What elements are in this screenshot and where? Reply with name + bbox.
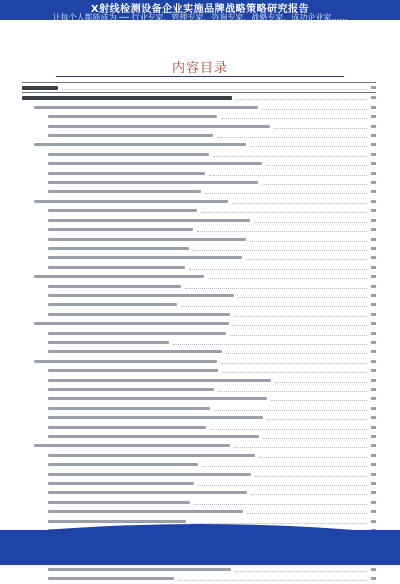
toc-entry[interactable] [22, 498, 376, 507]
toc-page-placeholder [371, 491, 376, 494]
toc-page-placeholder [371, 303, 376, 306]
toc-page-placeholder [371, 256, 376, 259]
toc-entry[interactable] [22, 357, 376, 366]
toc-entry-placeholder [48, 228, 193, 231]
toc-leader-dots [193, 250, 367, 251]
toc-entry-placeholder [48, 162, 262, 165]
toc-entry-placeholder [34, 143, 246, 146]
toc-page-placeholder [371, 369, 376, 372]
toc-title: 内容目录 [171, 61, 228, 76]
toc-entry[interactable] [22, 329, 376, 338]
toc-leader-dots [246, 259, 367, 260]
toc-page-placeholder [371, 238, 376, 241]
toc-entry-placeholder [48, 379, 271, 382]
toc-entry[interactable] [22, 169, 376, 178]
toc-entry-placeholder [48, 482, 194, 485]
toc-leader-dots [233, 325, 367, 326]
toc-entry[interactable] [22, 432, 376, 441]
toc-page-placeholder [371, 454, 376, 457]
toc-page-placeholder [371, 341, 376, 344]
toc-page-placeholder [371, 115, 376, 118]
toc-entry-placeholder [34, 275, 204, 278]
toc-entry-placeholder [48, 369, 218, 372]
toc-entry[interactable] [22, 225, 376, 234]
toc-entry-placeholder [48, 285, 181, 288]
toc-leader-dots [181, 306, 367, 307]
toc-entry[interactable] [22, 338, 376, 347]
toc-leader-dots [263, 438, 367, 439]
toc-leader-dots [267, 419, 367, 420]
toc-entry[interactable] [22, 197, 376, 206]
toc-entry[interactable] [22, 385, 376, 394]
toc-entry[interactable] [22, 347, 376, 356]
toc-leader-dots [221, 118, 367, 119]
toc-entry[interactable] [22, 300, 376, 309]
toc-leader-dots [232, 203, 367, 204]
toc-entry-placeholder [48, 190, 201, 193]
toc-page-placeholder [371, 266, 376, 269]
toc-page-placeholder [371, 397, 376, 400]
toc-page-placeholder [371, 162, 376, 165]
toc-entry[interactable] [22, 235, 376, 244]
toc-entry-placeholder [48, 247, 189, 250]
toc-page-placeholder [371, 501, 376, 504]
toc-entry-placeholder [48, 153, 209, 156]
toc-page-placeholder [371, 463, 376, 466]
toc-page-placeholder [371, 444, 376, 447]
toc-entry[interactable] [22, 282, 376, 291]
toc-entry[interactable] [22, 159, 376, 168]
toc-entry-placeholder [48, 332, 226, 335]
toc-entry[interactable] [22, 488, 376, 497]
toc-entry[interactable] [22, 206, 376, 215]
toc-entry[interactable] [22, 291, 376, 300]
toc-title-underline [56, 76, 344, 77]
toc-entry[interactable] [22, 272, 376, 281]
toc-entry-placeholder [48, 568, 231, 571]
toc-page-placeholder [371, 379, 376, 382]
toc-page-placeholder [371, 407, 376, 410]
toc-page-placeholder [371, 510, 376, 513]
toc-leader-dots [255, 476, 367, 477]
toc-entry[interactable] [22, 122, 376, 131]
toc-leader-dots [222, 372, 367, 373]
toc-page-placeholder [371, 143, 376, 146]
toc-page-placeholder [371, 350, 376, 353]
toc-leader-dots [198, 485, 367, 486]
toc-leader-dots [251, 494, 367, 495]
toc-entry[interactable] [22, 470, 376, 479]
toc-page-placeholder [371, 360, 376, 363]
toc-page-placeholder [371, 96, 376, 99]
toc-entry[interactable] [22, 131, 376, 140]
toc-entry[interactable] [22, 507, 376, 516]
toc-page-placeholder [371, 190, 376, 193]
toc-leader-dots [234, 447, 367, 448]
toc-leader-dots [271, 400, 367, 401]
toc-leader-dots [235, 571, 367, 572]
toc-entry-placeholder [48, 454, 255, 457]
toc-entry-placeholder [22, 96, 232, 100]
toc-entry-placeholder [48, 181, 258, 184]
toc-entry[interactable] [22, 319, 376, 328]
toc-leader-dots [254, 222, 367, 223]
toc-entry-placeholder [48, 219, 250, 222]
toc-entry[interactable] [22, 404, 376, 413]
toc-page-placeholder [371, 577, 376, 580]
toc-leader-dots [209, 175, 367, 176]
toc-entry-placeholder [48, 115, 217, 118]
toc-leader-dots [266, 165, 367, 166]
toc-entry-placeholder [48, 463, 198, 466]
toc-leader-dots [178, 580, 367, 581]
toc-entry[interactable] [22, 451, 376, 460]
toc-leader-dots [201, 212, 367, 213]
toc-page-placeholder [371, 247, 376, 250]
toc-entry[interactable] [22, 479, 376, 488]
toc-leader-dots [202, 466, 367, 467]
toc-leader-dots [210, 429, 367, 430]
toc-entry[interactable] [22, 150, 376, 159]
toc-leader-dots [205, 193, 367, 194]
toc-page-placeholder [371, 275, 376, 278]
toc-entry-placeholder [48, 501, 190, 504]
toc-leader-dots [214, 410, 367, 411]
toc-leader-dots [197, 231, 367, 232]
toc-entry[interactable] [22, 253, 376, 262]
toc-page-placeholder [371, 388, 376, 391]
toc-entry[interactable] [22, 376, 376, 385]
toc-entry[interactable] [22, 82, 376, 92]
toc-page-placeholder [371, 134, 376, 137]
toc-entry[interactable] [22, 310, 376, 319]
toc-leader-dots [226, 353, 367, 354]
toc-entry-placeholder [48, 397, 267, 400]
toc-leader-dots [185, 288, 367, 289]
toc-entry-placeholder [48, 303, 177, 306]
toc-leader-dots [250, 146, 367, 147]
toc-entry-placeholder [48, 125, 270, 128]
header-title: X射线检测设备企业实施品牌战略策略研究报告 [90, 4, 310, 15]
toc-leader-dots [274, 128, 367, 129]
toc-page-placeholder [371, 219, 376, 222]
toc-entry[interactable] [22, 178, 376, 187]
toc-page-placeholder [371, 172, 376, 175]
toc-entry-placeholder [48, 350, 222, 353]
toc-entry-placeholder [48, 313, 230, 316]
toc-entry[interactable] [22, 413, 376, 422]
toc-entry[interactable] [22, 187, 376, 196]
toc-entry[interactable] [22, 460, 376, 469]
toc-entries [22, 82, 376, 584]
toc-page-placeholder [371, 416, 376, 419]
toc-entry-placeholder [48, 134, 213, 137]
toc-entry[interactable] [22, 140, 376, 149]
toc-page-placeholder [371, 473, 376, 476]
toc-entry-placeholder [34, 322, 229, 325]
toc-leader-dots [213, 156, 367, 157]
toc-entry-placeholder [48, 426, 206, 429]
toc-entry-placeholder [34, 360, 217, 363]
toc-entry[interactable] [22, 441, 376, 450]
toc-leader-dots [262, 109, 367, 110]
toc-page-placeholder [371, 332, 376, 335]
toc-entry-placeholder [48, 266, 185, 269]
toc-entry[interactable] [22, 574, 376, 583]
toc-page-placeholder [371, 313, 376, 316]
toc-entry-placeholder [48, 238, 246, 241]
toc-entry[interactable] [22, 244, 376, 253]
toc-page-placeholder [371, 322, 376, 325]
toc-leader-dots [250, 241, 367, 242]
toc-entry[interactable] [22, 103, 376, 112]
toc-leader-dots [62, 89, 367, 90]
toc-page-placeholder [371, 153, 376, 156]
toc-entry-placeholder [48, 577, 174, 580]
toc-entry-placeholder [48, 172, 205, 175]
toc-entry-placeholder [22, 86, 58, 90]
toc-entry-placeholder [48, 473, 251, 476]
toc-leader-dots [259, 457, 367, 458]
toc-leader-dots [217, 137, 367, 138]
toc-entry[interactable] [22, 394, 376, 403]
toc-page-placeholder [371, 209, 376, 212]
toc-entry-placeholder [48, 435, 259, 438]
toc-leader-dots [247, 513, 367, 514]
toc-leader-dots [230, 335, 367, 336]
toc-entry[interactable] [22, 112, 376, 121]
toc-entry-placeholder [34, 200, 228, 203]
toc-page-placeholder [371, 200, 376, 203]
toc-page-placeholder [371, 106, 376, 109]
toc-page-placeholder [371, 482, 376, 485]
toc-leader-dots [173, 344, 367, 345]
toc-entry[interactable] [22, 366, 376, 375]
toc-leader-dots [194, 504, 367, 505]
toc-entry[interactable] [22, 92, 376, 102]
toc-page-placeholder [371, 285, 376, 288]
toc-entry-placeholder [48, 209, 197, 212]
toc-entry-placeholder [48, 388, 214, 391]
toc-entry-placeholder [48, 416, 263, 419]
toc-page-placeholder [371, 86, 376, 89]
toc-entry-placeholder [48, 407, 210, 410]
toc-entry-placeholder [48, 510, 243, 513]
toc-entry-placeholder [48, 491, 247, 494]
toc-entry-placeholder [48, 256, 242, 259]
toc-leader-dots [221, 363, 367, 364]
toc-page-placeholder [371, 568, 376, 571]
toc-page-placeholder [371, 426, 376, 429]
toc-page-placeholder [371, 125, 376, 128]
toc-leader-dots [189, 269, 367, 270]
toc-entry-placeholder [48, 294, 234, 297]
toc-leader-dots [218, 391, 367, 392]
toc-leader-dots [262, 184, 367, 185]
toc-entry-placeholder [48, 341, 169, 344]
toc-page-placeholder [371, 181, 376, 184]
toc-leader-dots [236, 99, 367, 100]
footer-bar [0, 530, 400, 565]
toc-leader-dots [234, 316, 367, 317]
toc-entry[interactable] [22, 423, 376, 432]
toc-entry[interactable] [22, 263, 376, 272]
toc-page-placeholder [371, 294, 376, 297]
toc-entry-placeholder [34, 106, 258, 109]
toc-leader-dots [275, 382, 367, 383]
toc-entry[interactable] [22, 565, 376, 574]
toc-page-placeholder [371, 435, 376, 438]
toc-entry-placeholder [34, 444, 230, 447]
footer-text: 让每个人都能成为 ── 行业专家、管理专家、咨询专家、战略专家、成功企业家…… [52, 13, 348, 22]
toc-leader-dots [208, 278, 367, 279]
toc-page-placeholder [371, 228, 376, 231]
toc-entry[interactable] [22, 216, 376, 225]
toc-leader-dots [238, 297, 367, 298]
